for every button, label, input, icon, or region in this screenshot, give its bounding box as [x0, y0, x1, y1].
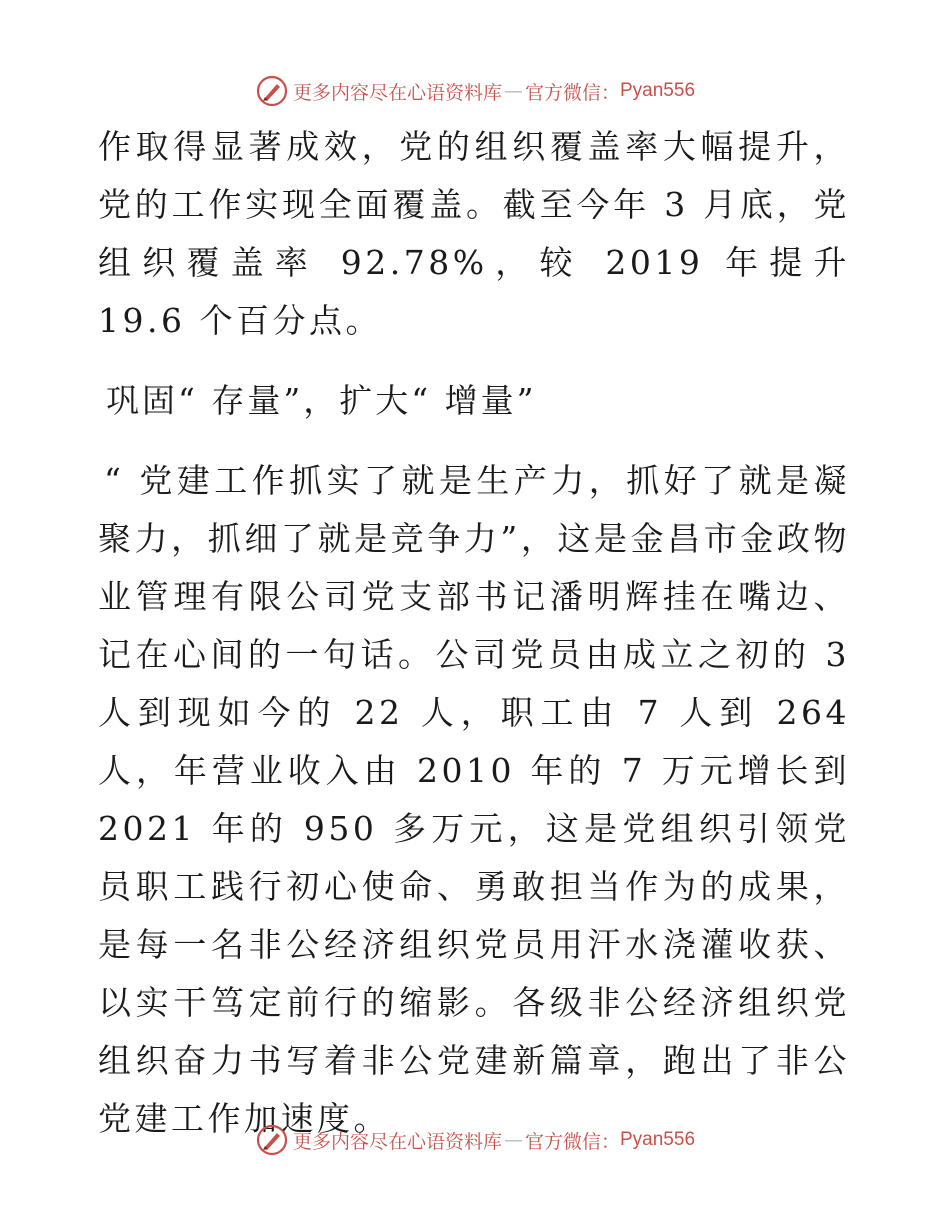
- banner-wechat-label: 官方微信：: [524, 1130, 620, 1153]
- banner-text: 更多内容尽在心语资料库: [292, 81, 502, 104]
- banner-separator: —: [503, 80, 523, 102]
- section-heading: 巩固“ 存量”，扩大“ 增量”: [106, 381, 537, 420]
- banner-wechat-label: 官方微信：: [524, 81, 620, 104]
- banner-wechat-id: Pyan556: [620, 80, 696, 101]
- header-watermark-banner: [0, 71, 950, 111]
- article-body: [98, 118, 850, 1148]
- footer-watermark-banner: [0, 1120, 950, 1160]
- article-paragraph-2: “ 党建工作抓实了就是生产力，抓好了就是凝聚力，抓细了就是竞争力”，这是金昌市金政物业管理有限公司党支部书记潘明辉挂在嘴边、记在心间的一句话。公司党员由成立之初的 3 人到现如今的 22 人，职工由 7 人到 264 人，年营业收入由 2010 年的 7 万元增长到 2021 年的 950 多万元，这是党组织引领党员职工践行初心使命、勇敢担当作为的成果，是每一名非公经济组织党员用汗水浇灌收获、以实干笃定前行的缩影。各级非公经济组织党组织奋力书写着非公党建新篇章，跑出了非公党建工作加速度。: [98, 461, 850, 1138]
- article-paragraph-1: 作取得显著成效，党的组织覆盖率大幅提升，党的工作实现全面覆盖。截至今年 3 月底，党组织覆盖率 92.78%，较 2019 年提升 19.6 个百分点。: [98, 127, 850, 340]
- banner-wechat-id: Pyan556: [620, 1129, 696, 1150]
- banner-separator: —: [503, 1129, 523, 1151]
- banner-text: 更多内容尽在心语资料库: [292, 1130, 502, 1153]
- pen-logo-icon: [255, 1123, 289, 1157]
- pen-logo-icon: [255, 74, 289, 108]
